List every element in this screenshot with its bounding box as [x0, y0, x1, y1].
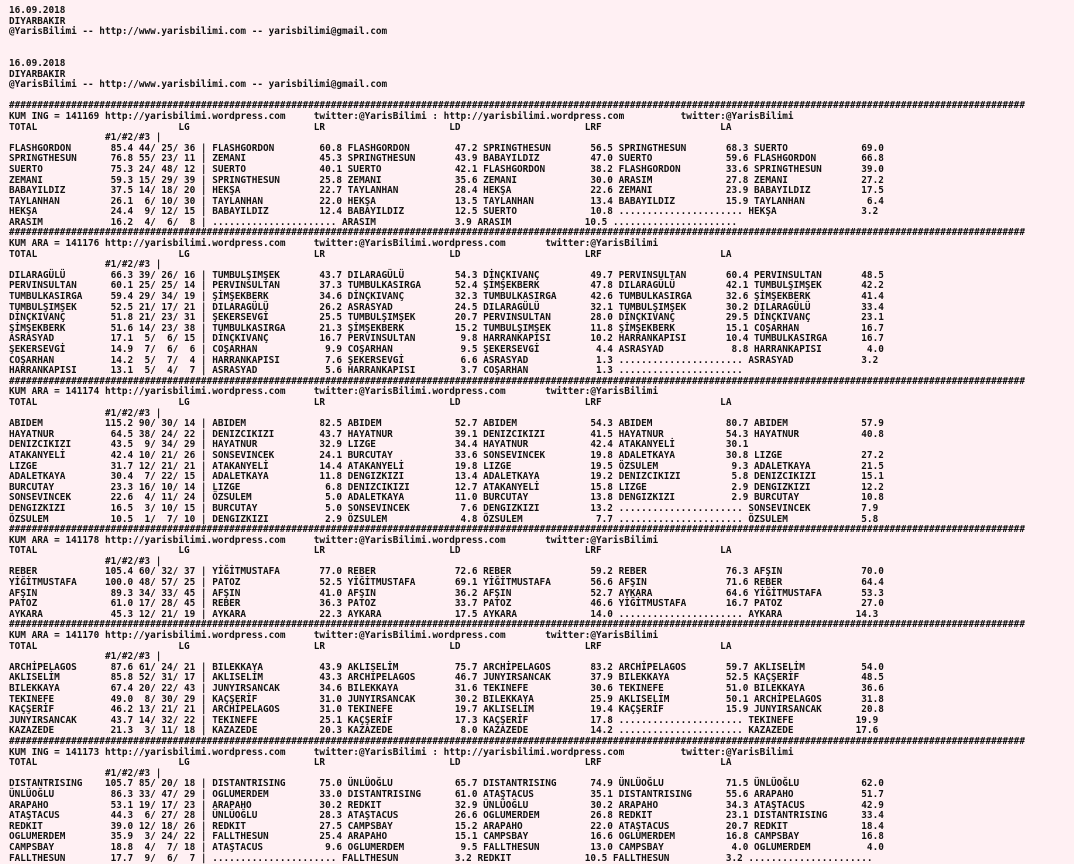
text-line: @YarisBilimi -- http://www.yarisbilimi.com -- yarisbilimi@gmail.com — [9, 27, 1025, 38]
text-line: KUM ARA = 141178 http://yarisbilimi.wordpress.com twitter:@YarisBilimi.wordpress.com twitter:@YarisBilimi — [9, 536, 1025, 547]
text-line: DENGIZKIZI 16.5 3/ 10/ 15 | BURCUTAY 5.0 SONSEVINCEK 7.6 DENGIZKIZI 13.2 ...................... SONSEVINCEK 7.9 — [9, 504, 1025, 515]
text-line: BURCUTAY 23.3 16/ 10/ 14 | LIZGE 6.8 DENIZCIKIZI 12.7 ATAKANYELİ 15.8 LIZGE 2.9 DENGIZKIZI 12.2 — [9, 483, 1025, 494]
text-line: FLASHGORDON 85.4 44/ 25/ 36 | FLASHGORDON 60.8 FLASHGORDON 47.2 SPRINGTHESUN 56.5 SPRINGTHESUN 68.3 SUERTO 69.0 — [9, 144, 1025, 155]
text-line — [9, 48, 1025, 59]
text-line: SUERTO 75.3 24/ 48/ 12 | SUERTO 40.1 SUERTO 42.1 FLASHGORDON 38.2 FLASHGORDON 33.6 SPRINGTHESUN 39.0 — [9, 165, 1025, 176]
text-line: PERVINSULTAN 60.1 25/ 25/ 14 | PERVINSULTAN 37.3 TUMBULKASIRGA 52.4 ŞİMŞEKBERK 47.8 DILARAGÜLÜ 42.1 TUMBULŞIMŞEK 42.2 — [9, 281, 1025, 292]
text-line: 16.09.2018 — [9, 6, 1025, 17]
separator-line: #################################################################################################################################################################################### — [9, 377, 1025, 388]
text-line: JUNYIRSANCAK 43.7 14/ 32/ 22 | TEKINEFE 25.1 KAÇŞERİF 17.3 KAÇŞERİF 17.8 ...................... TEKINEFE 19.9 — [9, 716, 1025, 727]
text-line: KAZAZEDE 21.3 3/ 11/ 18 | KAZAZEDE 20.3 KAZAZEDE 8.0 KAZAZEDE 14.2 ...................... KAZAZEDE 17.6 — [9, 726, 1025, 737]
text-line: TOTAL LG LR LD LRF LA — [9, 250, 1025, 261]
text-line: ATAŞTACUS 44.3 6/ 27/ 28 | ÜNLÜOĞLU 28.3 ATAŞTACUS 26.6 OGLUMERDEM 26.8 REDKIT 23.1 DISTANTRISING 33.4 — [9, 811, 1025, 822]
text-line: KAÇŞERİF 46.2 13/ 21/ 21 | ARCHİPELAGOS 31.0 TEKINEFE 19.7 AKLISELİM 19.4 KAÇŞERİF 15.9 JUNYIRSANCAK 20.8 — [9, 705, 1025, 716]
text-line: TOTAL LG LR LD LRF LA — [9, 123, 1025, 134]
text-line: ŞEKERSEVGİ 14.9 7/ 6/ 6 | COŞARHAN 9.9 COŞARHAN 9.5 ŞEKERSEVGİ 4.4 ASRASYAD 8.8 HARRANKAPISI 4.0 — [9, 345, 1025, 356]
text-line: KUM ARA = 141176 http://yarisbilimi.wordpress.com twitter:@YarisBilimi.wordpress.com twitter:@YarisBilimi — [9, 239, 1025, 250]
text-line: AFŞIN 89.3 34/ 33/ 45 | AFŞIN 41.0 AFŞIN 36.2 AFŞIN 52.7 AYKARA 64.6 YİĞİTMUSTAFA 53.3 — [9, 589, 1025, 600]
text-line: HARRANKAPISI 13.1 5/ 4/ 7 | ASRASYAD 5.6 HARRANKAPISI 3.7 COŞARHAN 1.3 ...................... — [9, 366, 1025, 377]
text-line: CAMPSBAY 18.8 4/ 7/ 18 | ATAŞTACUS 9.6 OGLUMERDEM 9.5 FALLTHESUN 13.0 CAMPSBAY 4.0 OGLUMERDEM 4.0 — [9, 843, 1025, 854]
separator-line: #################################################################################################################################################################################### — [9, 737, 1025, 748]
text-line: SPRINGTHESUN 76.8 55/ 23/ 11 | ZEMANI 45.3 SPRINGTHESUN 43.9 BABAYILDIZ 47.0 SUERTO 59.6 FLASHGORDON 66.8 — [9, 154, 1025, 165]
text-line: HAYATNUR 64.5 38/ 24/ 22 | DENIZCIKIZI 43.7 HAYATNUR 39.1 DENIZCIKIZI 41.5 HAYATNUR 54.3 HAYATNUR 40.8 — [9, 430, 1025, 441]
text-line: DISTANTRISING 105.7 85/ 20/ 18 | DISTANTRISING 75.0 ÜNLÜOĞLU 65.7 DISTANTRISING 74.9 ÜNLÜOĞLU 71.5 ÜNLÜOĞLU 62.0 — [9, 779, 1025, 790]
text-line: #1/#2/#3 | — [9, 409, 1025, 420]
text-line: ŞİMŞEKBERK 51.6 14/ 23/ 38 | TUMBULKASIRGA 21.3 ŞİMŞEKBERK 15.2 TUMBULŞIMŞEK 11.8 ŞİMŞEKBERK 15.1 COŞARHAN 16.7 — [9, 324, 1025, 335]
text-line: ZEMANI 59.3 15/ 29/ 39 | SPRINGTHESUN 25.8 ZEMANI 35.6 ZEMANI 30.0 ARASIM 27.8 ZEMANI 27.2 — [9, 176, 1025, 187]
text-line: #1/#2/#3 | — [9, 652, 1025, 663]
text-line: SONSEVINCEK 22.6 4/ 11/ 24 | ÖZSULEM 5.0 ADALETKAYA 11.0 BURCUTAY 13.8 DENGIZKIZI 2.9 BURCUTAY 10.8 — [9, 493, 1025, 504]
text-line: #1/#2/#3 | — [9, 769, 1025, 780]
text-line: AYKARA 45.3 12/ 21/ 19 | AYKARA 22.3 AYKARA 17.5 AYKARA 14.0 ...................... AYKARA 14.3 — [9, 610, 1025, 621]
text-line: HEKŞA 24.4 9/ 12/ 15 | BABAYILDIZ 12.4 BABAYILDIZ 12.5 SUERTO 10.8 ...................... HEKŞA 3.2 — [9, 207, 1025, 218]
text-line: #1/#2/#3 | — [9, 133, 1025, 144]
text-line: TOTAL LG LR LD LRF LA — [9, 642, 1025, 653]
text-line: 16.09.2018 — [9, 59, 1025, 70]
separator-line: #################################################################################################################################################################################### — [9, 101, 1025, 112]
text-line: COŞARHAN 14.2 5/ 7/ 4 | HARRANKAPISI 7.6 ŞEKERSEVGİ 6.6 ASRASYAD 1.3 ...................... ASRASYAD 3.2 — [9, 356, 1025, 367]
text-line: TOTAL LG LR LD LRF LA — [9, 398, 1025, 409]
text-line: YİĞİTMUSTAFA 100.0 48/ 57/ 25 | PATOZ 52.5 YİĞİTMUSTAFA 69.1 YİĞİTMUSTAFA 56.6 AFŞIN 71.6 REBER 64.4 — [9, 578, 1025, 589]
text-line: KUM ARA = 141170 http://yarisbilimi.wordpress.com twitter:@YarisBilimi.wordpress.com twitter:@YarisBilimi — [9, 631, 1025, 642]
text-line: DENIZCIKIZI 43.5 9/ 34/ 29 | HAYATNUR 32.9 LIZGE 34.4 HAYATNUR 42.4 ATAKANYELİ 30.1 — [9, 440, 1025, 451]
text-line: KUM ARA = 141174 http://yarisbilimi.wordpress.com twitter:@YarisBilimi.wordpress.com twitter:@YarisBilimi — [9, 387, 1025, 398]
text-line: LIZGE 31.7 12/ 21/ 21 | ATAKANYELİ 14.4 ATAKANYELİ 19.8 LIZGE 19.5 ÖZSULEM 9.3 ADALETKAYA 21.5 — [9, 462, 1025, 473]
separator-line: #################################################################################################################################################################################### — [9, 525, 1025, 536]
text-line — [9, 38, 1025, 49]
text-line: KUM ING = 141173 http://yarisbilimi.wordpress.com twitter:@YarisBilimi : http://yarisbilimi.wordpress.com twitter:@YarisBilimi — [9, 748, 1025, 759]
text-line: ARASIM 16.2 4/ 6/ 8 | ...................... ARASIM 3.9 ARASIM 10.5 ...................... — [9, 218, 1025, 229]
text-line: KUM ING = 141169 http://yarisbilimi.wordpress.com twitter:@YarisBilimi : http://yarisbilimi.wordpress.com twitter:@YarisBilimi — [9, 112, 1025, 123]
text-line: ATAKANYELİ 42.4 10/ 21/ 26 | SONSEVINCEK 24.1 BURCUTAY 33.6 SONSEVINCEK 19.8 ADALETKAYA 30.8 LIZGE 27.2 — [9, 451, 1025, 462]
text-line: ARAPAHO 53.1 19/ 17/ 23 | ARAPAHO 30.2 REDKIT 32.9 ÜNLÜOĞLU 30.2 ARAPAHO 34.3 ATAŞTACUS 42.9 — [9, 801, 1025, 812]
text-line: DIYARBAKIR — [9, 70, 1025, 81]
text-line: @YarisBilimi -- http://www.yarisbilimi.com -- yarisbilimi@gmail.com — [9, 80, 1025, 91]
text-line: TEKINEFE 49.0 8/ 30/ 29 | KAÇŞERİF 31.0 JUNYIRSANCAK 30.2 BILEKKAYA 25.9 AKLISELİM 50.1 ARCHİPELAGOS 31.8 — [9, 695, 1025, 706]
text-line: TAYLANHAN 26.1 6/ 10/ 30 | TAYLANHAN 22.0 HEKŞA 13.5 TAYLANHAN 13.4 BABAYILDIZ 15.9 TAYLANHAN 6.4 — [9, 197, 1025, 208]
text-line: ABIDEM 115.2 90/ 30/ 14 | ABIDEM 82.5 ABIDEM 52.7 ABIDEM 54.3 ABIDEM 80.7 ABIDEM 57.9 — [9, 419, 1025, 430]
text-line: BABAYILDIZ 37.5 14/ 18/ 20 | HEKŞA 22.7 TAYLANHAN 28.4 HEKŞA 22.6 ZEMANI 23.9 BABAYILDIZ 17.5 — [9, 186, 1025, 197]
text-line: #1/#2/#3 | — [9, 260, 1025, 271]
text-line: REDKIT 39.0 12/ 18/ 26 | REDKIT 27.5 CAMPSBAY 15.2 ARAPAHO 22.0 ATAŞTACUS 20.7 REDKIT 18.4 — [9, 822, 1025, 833]
separator-line: #################################################################################################################################################################################### — [9, 228, 1025, 239]
text-line: TUMBULKASIRGA 59.4 29/ 34/ 19 | ŞİMŞEKBERK 34.6 DİNÇKIVANÇ 32.3 TUMBULKASIRGA 42.6 TUMBULKASIRGA 32.6 ŞİMŞEKBERK 41.4 — [9, 292, 1025, 303]
text-line: OGLUMERDEM 35.9 3/ 24/ 22 | FALLTHESUN 25.4 ARAPAHO 15.1 CAMPSBAY 16.6 OGLUMERDEM 16.8 CAMPSBAY 16.8 — [9, 832, 1025, 843]
text-line: ÖZSULEM 10.5 1/ 7/ 10 | DENGIZKIZI 2.9 ÖZSULEM 4.8 ÖZSULEM 7.7 ...................... ÖZSULEM 5.8 — [9, 515, 1025, 526]
text-document — [9, 6, 1025, 864]
text-line: ÜNLÜOĞLU 86.3 33/ 47/ 29 | OGLUMERDEM 33.0 DISTANTRISING 61.0 ATAŞTACUS 35.1 DISTANTRISING 55.6 ARAPAHO 51.7 — [9, 790, 1025, 801]
text-line: TOTAL LG LR LD LRF LA — [9, 758, 1025, 769]
text-line: DILARAGÜLÜ 66.3 39/ 26/ 16 | TUMBULŞIMŞEK 43.7 DILARAGÜLÜ 54.3 DİNÇKIVANÇ 49.7 PERVINSULTAN 60.4 PERVINSULTAN 48.5 — [9, 271, 1025, 282]
separator-line: #################################################################################################################################################################################### — [9, 620, 1025, 631]
text-line: #1/#2/#3 | — [9, 557, 1025, 568]
text-line: ARCHİPELAGOS 87.6 61/ 24/ 21 | BILEKKAYA 43.9 AKLISELİM 75.7 ARCHİPELAGOS 83.2 ARCHİPELAGOS 59.7 AKLISELİM 54.0 — [9, 663, 1025, 674]
text-line: DIYARBAKIR — [9, 17, 1025, 28]
text-line: DİNÇKIVANÇ 51.8 21/ 23/ 31 | ŞEKERSEVGİ 25.5 TUMBULŞIMŞEK 20.7 PERVINSULTAN 28.0 DİNÇKIVANÇ 29.5 DİNÇKIVANÇ 23.1 — [9, 313, 1025, 324]
text-line: FALLTHESUN 17.7 9/ 6/ 7 | ...................... FALLTHESUN 3.2 REDKIT 10.5 FALLTHESUN 3.2 ...................... — [9, 854, 1025, 864]
text-line: PATOZ 61.0 17/ 28/ 45 | REBER 36.3 PATOZ 33.7 PATOZ 46.6 YİĞİTMUSTAFA 16.7 PATOZ 27.0 — [9, 599, 1025, 610]
text-line: TOTAL LG LR LD LRF LA — [9, 546, 1025, 557]
text-line: REBER 105.4 60/ 32/ 37 | YİĞİTMUSTAFA 77.0 REBER 72.6 REBER 59.2 REBER 76.3 AFŞIN 70.0 — [9, 567, 1025, 578]
text-line: TUMBULŞIMŞEK 52.5 21/ 17/ 21 | DILARAGÜLÜ 26.2 ASRASYAD 24.5 DILARAGÜLÜ 32.1 TUMBULŞIMŞEK 30.2 DILARAGÜLÜ 33.4 — [9, 303, 1025, 314]
text-line: ASRASYAD 17.1 5/ 6/ 15 | DİNÇKIVANÇ 16.7 PERVINSULTAN 9.8 HARRANKAPISI 10.2 HARRANKAPISI 10.4 TUMBULKASIRGA 16.7 — [9, 334, 1025, 345]
text-line: BILEKKAYA 67.4 20/ 22/ 43 | JUNYIRSANCAK 34.6 BILEKKAYA 31.6 TEKINEFE 30.6 TEKINEFE 51.0 BILEKKAYA 36.6 — [9, 684, 1025, 695]
text-line: AKLISELİM 85.8 52/ 31/ 17 | AKLISELİM 43.3 ARCHİPELAGOS 46.7 JUNYIRSANCAK 37.9 BILEKKAYA 52.5 KAÇŞERİF 48.5 — [9, 673, 1025, 684]
text-line: ADALETKAYA 30.4 7/ 22/ 15 | ADALETKAYA 11.8 DENGIZKIZI 13.4 ADALETKAYA 19.2 DENIZCIKIZI 5.8 DENIZCIKIZI 15.1 — [9, 472, 1025, 483]
